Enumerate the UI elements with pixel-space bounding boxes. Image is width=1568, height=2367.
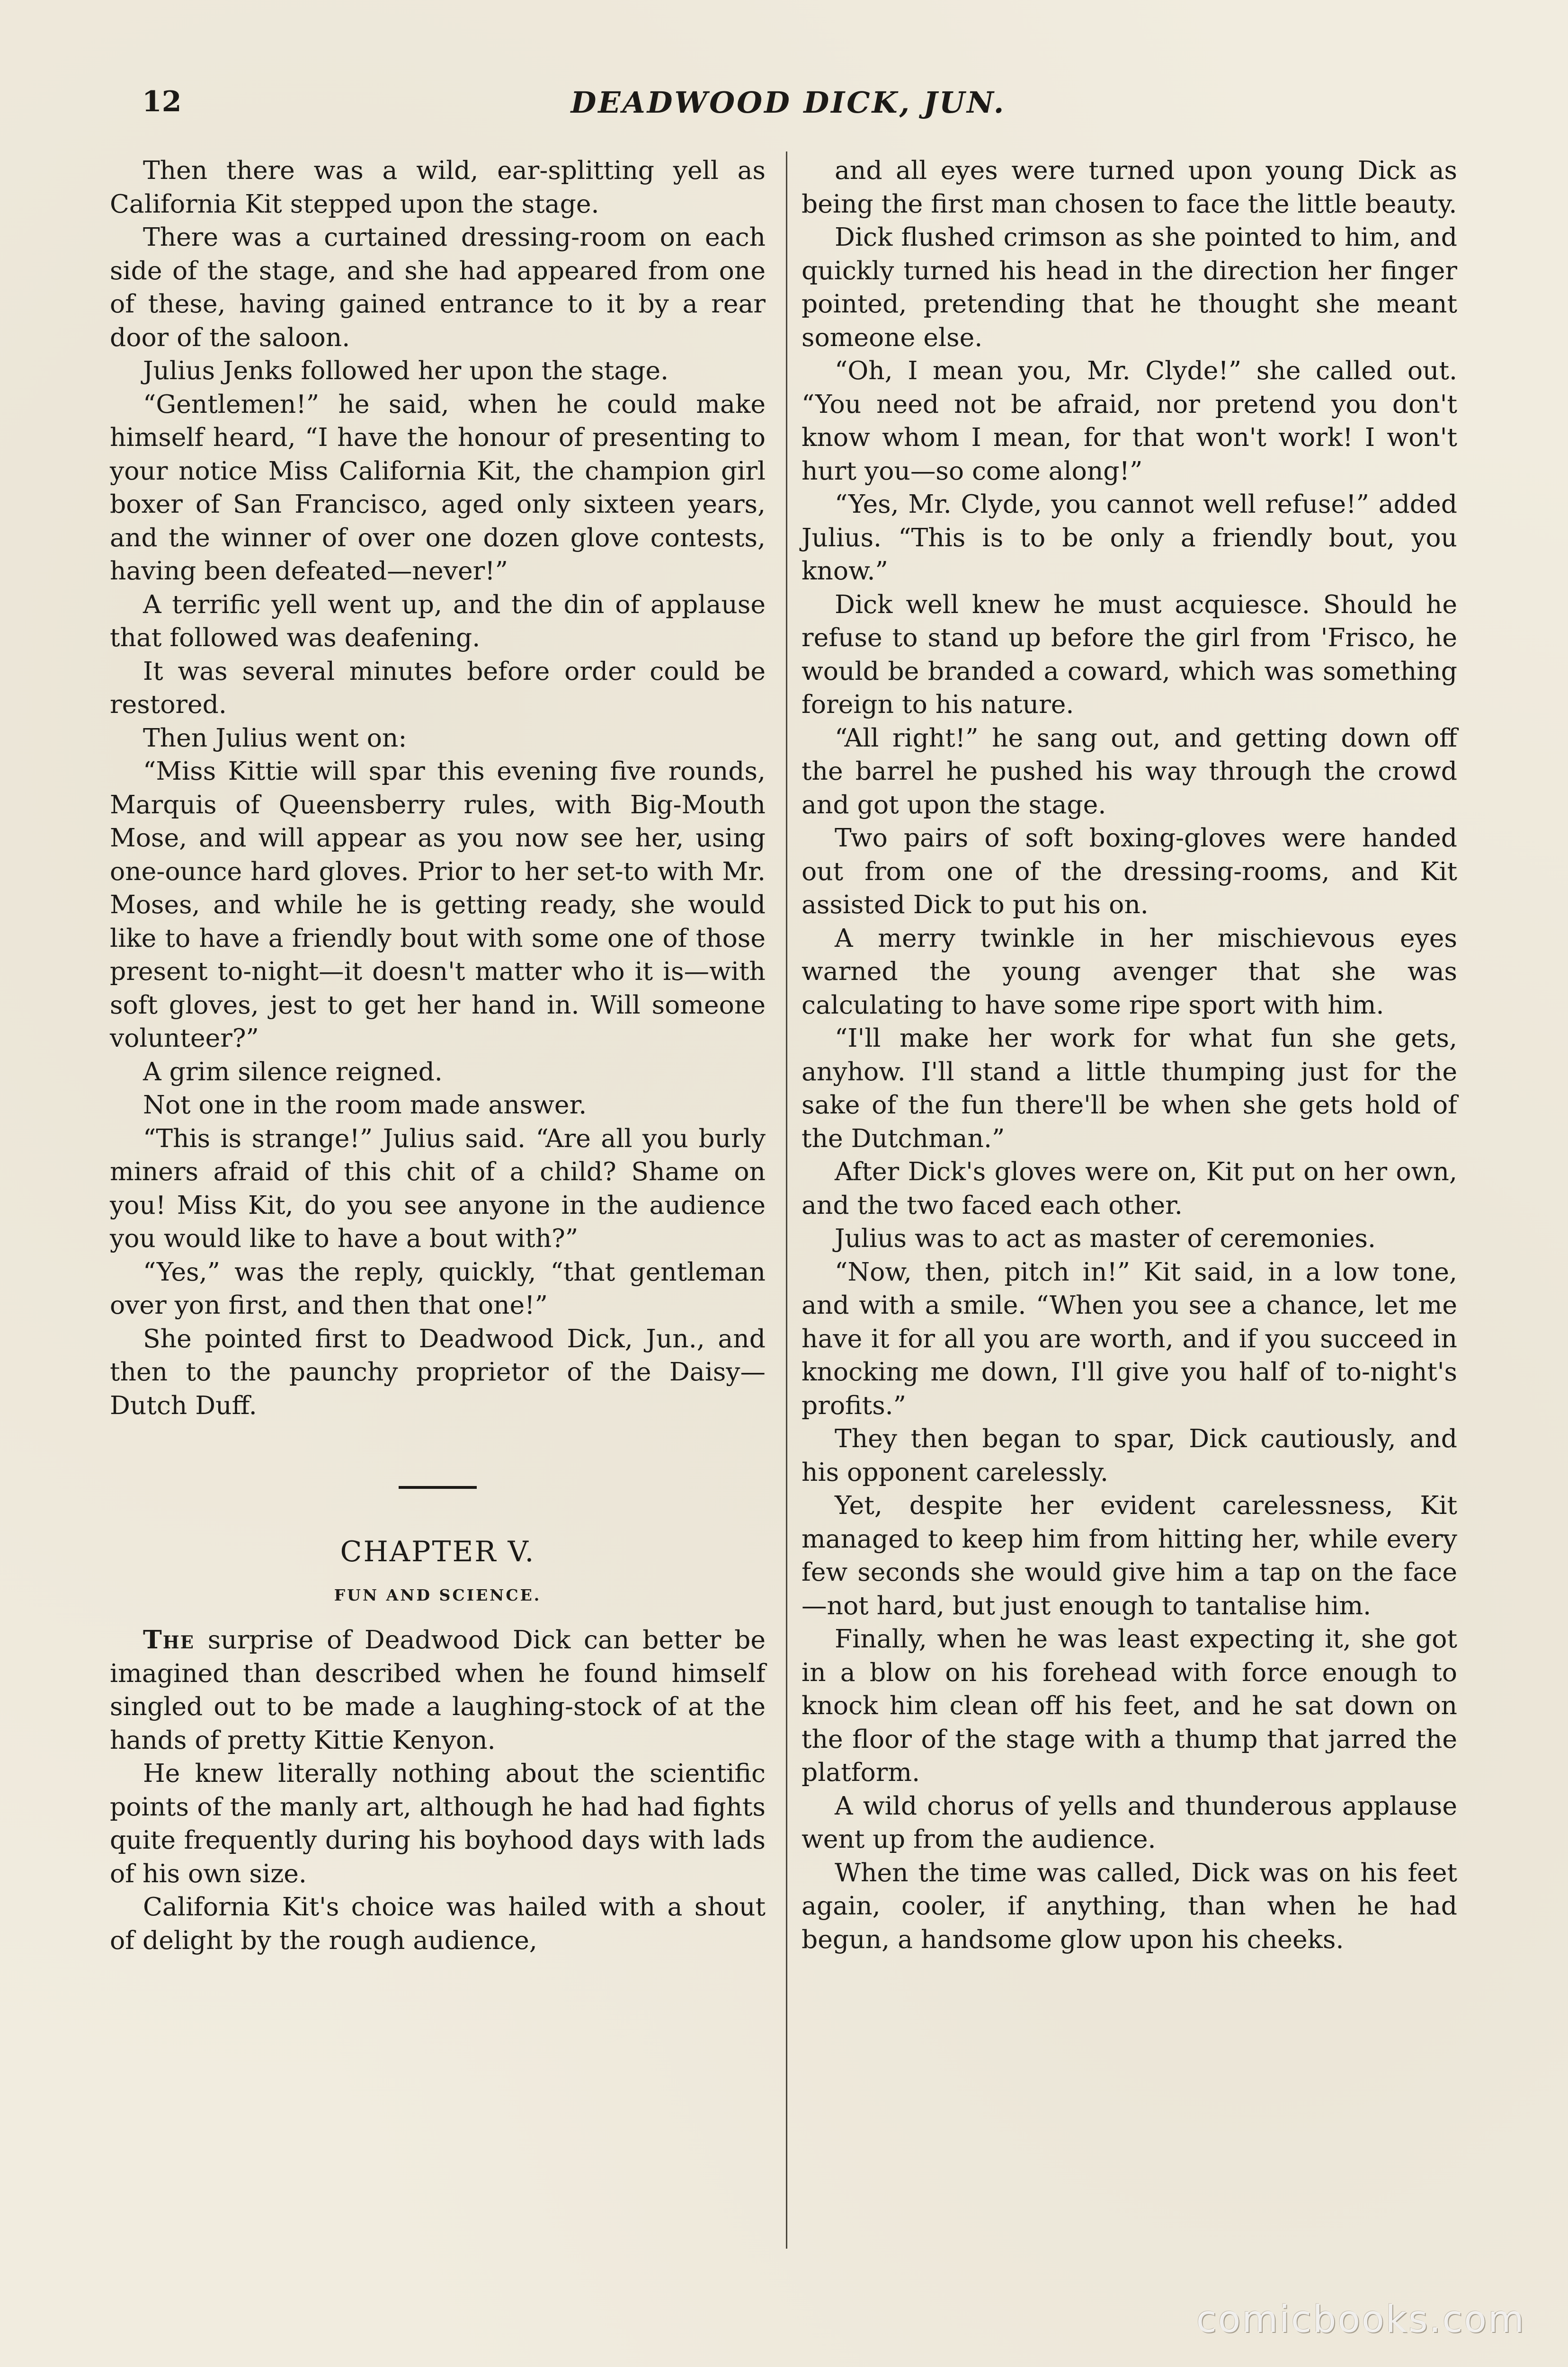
paragraph: Yet, despite her evident carelessness, Kit managed to keep him from hitting her, while every few seconds she would give him a tap on the face—not hard, but just enough to tantalise him.	[802, 1490, 1457, 1620]
paragraph: Finally, when he was least expecting it, she got in a blow on his forehead with force enough to knock him clean off his feet, and he sat down on the floor of the stage with a thump that jarred the platform.	[802, 1624, 1457, 1787]
paragraph: He knew literally nothing about the scientific points of the manly art, although he had had fights quite frequently during his boyhood days with lads of his own size.	[110, 1758, 766, 1888]
left-column-continuation	[110, 1757, 766, 1957]
page-number: 12	[142, 85, 182, 118]
paragraph: “Yes,” was the reply, quickly, “that gentleman over yon first, and then that one!”	[110, 1256, 766, 1320]
paragraph: Julius was to act as master of ceremonies.	[835, 1223, 1376, 1253]
paragraph: A merry twinkle in her mischievous eyes warned the young avenger that she was calculating to have some ripe sport with him.	[802, 923, 1457, 1020]
paragraph: There was a curtained dressing-room on each side of the stage, and she had appeared from one of these, having gained entrance to it by a rear door of the saloon.	[110, 222, 766, 352]
chapter-lead-word: The	[143, 1625, 195, 1655]
chapter-heading: CHAPTER V.	[340, 1535, 535, 1568]
paragraph: Then there was a wild, ear-splitting yell as California Kit stepped upon the stage.	[110, 155, 766, 219]
paragraph: “This is strange!” Julius said. “Are all you burly miners afraid of this chit of a child? Shame on you! Miss Kit, do you see anyone in the audience you would like to have a bout with?”	[110, 1123, 766, 1253]
paragraph: “Miss Kittie will spar this evening five rounds, Marquis of Queensberry rules, with Big-Mouth Mose, and will appear as you now see her, using one-ounce hard gloves. Prior to her set-to with Mr. Moses, and while he is getting ready, she would like to have a friendly bout with some one of those present to-night—it doesn't matter who it is—with soft gloves, jest to get her hand in. Will someone volunteer?”	[110, 756, 766, 1053]
paragraph: Dick flushed crimson as she pointed to him, and quickly turned his head in the direction her finger pointed, pretending that he thought she meant someone else.	[802, 222, 1457, 352]
paragraph: Two pairs of soft boxing-gloves were handed out from one of the dressing-rooms, and Kit assisted Dick to put his on.	[802, 823, 1457, 919]
paragraph: They then began to spar, Dick cautiously, and his opponent carelessly.	[802, 1424, 1457, 1487]
paragraph: After Dick's gloves were on, Kit put on her own, and the two faced each other.	[802, 1157, 1457, 1220]
paragraph: Then Julius went on:	[143, 722, 407, 753]
running-title: DEADWOOD DICK, JUN.	[570, 85, 1006, 120]
section-divider	[399, 1486, 477, 1489]
left-column-body	[110, 154, 766, 1422]
paragraph: and all eyes were turned upon young Dick as being the first man chosen to face the little beauty.	[802, 155, 1457, 219]
paragraph: “Gentlemen!” he said, when he could make himself heard, “I have the honour of presenting to your notice Miss California Kit, the champion girl boxer of San Francisco, aged only sixteen years, and the winner of over one dozen glove contests, having been defeated—never!”	[110, 389, 766, 586]
paragraph: Not one in the room made answer.	[143, 1090, 587, 1120]
left-column	[110, 154, 766, 1957]
paragraph: “I'll make her work for what fun she gets, anyhow. I'll stand a little thumping just for the sake of the fun there'll be when she gets hold of the Dutchman.”	[802, 1023, 1457, 1153]
paragraph: A grim silence reigned.	[143, 1056, 443, 1086]
paragraph: “All right!” he sang out, and getting down off the barrel he pushed his way through the crowd and got upon the stage.	[802, 722, 1457, 819]
paragraph: A wild chorus of yells and thunderous applause went up from the audience.	[802, 1790, 1457, 1854]
paragraph: A terrific yell went up, and the din of applause that followed was deafening.	[110, 589, 766, 652]
paragraph: She pointed first to Deadwood Dick, Jun., and then to the paunchy proprietor of the Daisy—Dutch Duff.	[110, 1323, 766, 1420]
chapter-opening-text: surprise of Deadwood Dick can better be imagined than described when he found himself singled out to be made a laughing-stock of at the hands of pretty Kittie Kenyon.	[110, 1625, 766, 1755]
right-column-body	[802, 154, 1457, 1956]
chapter-opening-paragraph	[110, 1623, 766, 1757]
paragraph: When the time was called, Dick was on his feet again, cooler, if anything, than when he had begun, a handsome glow upon his cheeks.	[802, 1857, 1457, 1954]
paragraph: It was several minutes before order could be restored.	[110, 656, 766, 719]
chapter-subtitle: FUN AND SCIENCE.	[334, 1586, 542, 1604]
paragraph: Julius Jenks followed her upon the stage.	[143, 356, 669, 385]
running-head	[109, 85, 1468, 128]
paragraph: Dick well knew he must acquiesce. Should he refuse to stand up before the girl from 'Frisco, he would be branded a coward, which was something foreign to his nature.	[802, 589, 1457, 719]
paragraph: “Yes, Mr. Clyde, you cannot well refuse!” added Julius. “This is to be only a friendly bout, you know.”	[802, 489, 1457, 586]
watermark: comicbooks.com	[1196, 2298, 1525, 2341]
column-divider	[786, 151, 787, 2249]
paragraph: “Oh, I mean you, Mr. Clyde!” she called out. “You need not be afraid, nor pretend you don't know whom I mean, for that won't work! I won't hurt you—so come along!”	[802, 356, 1457, 486]
right-column	[802, 154, 1457, 1956]
paragraph: “Now, then, pitch in!” Kit said, in a low tone, and with a smile. “When you see a chance, let me have it for all you are worth, and if you succeed in knocking me down, I'll give you half of to-night's profits.”	[802, 1256, 1457, 1420]
paragraph: California Kit's choice was hailed with a shout of delight by the rough audience,	[110, 1892, 766, 1955]
